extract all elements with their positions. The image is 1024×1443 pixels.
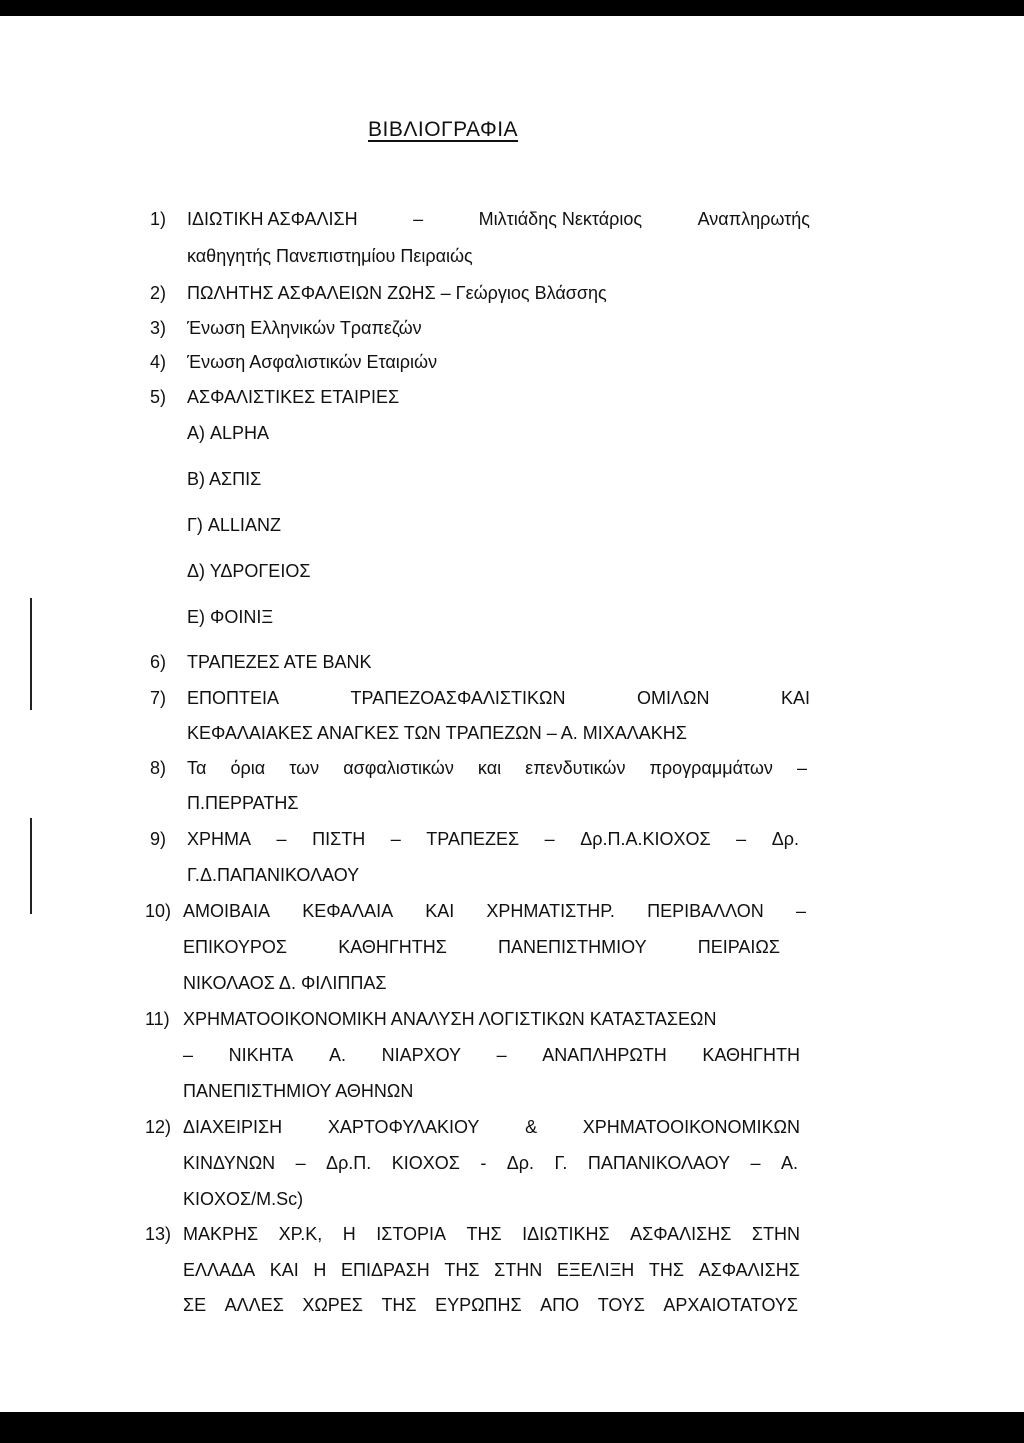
item-word: ΑΠΟ: [540, 1295, 580, 1315]
item-line: [183, 1152, 798, 1174]
item-number: 12): [145, 1117, 172, 1137]
bibliography-item-1: [187, 208, 810, 230]
bibliography-item-4: Ένωση Ασφαλιστικών Εταιριών: [187, 352, 438, 372]
item-word: ΣΕ: [183, 1295, 207, 1315]
item-word: και: [477, 758, 502, 778]
sub-item: Δ) ΥΔΡΟΓΕΙΟΣ: [187, 561, 311, 581]
bibliography-item-10: [183, 900, 806, 922]
item-number: 9): [150, 829, 167, 849]
item-word: ΧΑΡΤΟΦΥΛΑΚΙΟΥ: [327, 1117, 480, 1137]
item-word: ΑΡΧΑΙΟΤΑΤΟΥΣ: [663, 1295, 798, 1315]
item-word: ΚΑΙ: [269, 1260, 299, 1280]
item-word: ΚΕΦΑΛΑΙΑ: [302, 901, 394, 921]
item-word: Α.: [780, 1153, 798, 1173]
sub-item: Β) ΑΣΠΙΣ: [187, 469, 262, 489]
item-word: Δρ.: [771, 829, 799, 849]
bibliography-item-11: ΧΡΗΜΑΤΟΟΙΚΟΝΟΜΙΚΗ ΑΝΑΛΥΣΗ ΛΟΓΙΣΤΙΚΩΝ ΚΑΤΑΣΤΑΣΕΩΝ: [183, 1009, 717, 1029]
item-word: Η: [342, 1224, 356, 1244]
item-text: καθηγητής Πανεπιστημίου Πειραιώς: [187, 246, 473, 266]
item-word: ΤΡΑΠΕΖΕΣ: [426, 829, 520, 849]
item-word: -: [480, 1153, 487, 1173]
item-word: ΕΛΛΑΔΑ: [183, 1260, 256, 1280]
sub-item: Γ) ALLIANZ: [187, 515, 281, 535]
item-word: Δρ.Π.Α.ΚΙΟΧΟΣ: [580, 829, 711, 849]
item-word: ΣΤΗΝ: [494, 1260, 543, 1280]
item-text: –: [413, 209, 424, 229]
item-word: ΧΡΗΜΑ: [187, 829, 252, 849]
item-number: 1): [150, 209, 167, 229]
item-word: ΣΤΗΝ: [751, 1224, 800, 1244]
item-line: [183, 1044, 800, 1066]
item-word: ΑΣΦΑΛΙΣΗΣ: [698, 1260, 800, 1280]
item-number: 3): [150, 318, 167, 338]
bibliography-item-7: [187, 687, 810, 709]
item-number: 7): [150, 688, 167, 708]
item-number: 5): [150, 387, 167, 407]
item-word: Δρ.: [506, 1153, 535, 1173]
item-word: ΜΑΚΡΗΣ: [183, 1224, 259, 1244]
item-word: ΕΞΕΛΙΞΗ: [556, 1260, 635, 1280]
item-word: Η: [313, 1260, 327, 1280]
item-word: ΧΩΡΕΣ: [302, 1295, 363, 1315]
item-number: 6): [150, 652, 167, 672]
item-word: ΝΙΑΡΧΟΥ: [381, 1045, 462, 1065]
item-number: 2): [150, 283, 167, 303]
item-word: ΙΣΤΟΡΙΑ: [376, 1224, 447, 1244]
item-text: Π.ΠΕΡΡΑΤΗΣ: [187, 793, 299, 813]
item-word: –: [496, 1045, 507, 1065]
item-text: Μιλτιάδης Νεκτάριος: [478, 209, 643, 229]
item-word: ΝΙΚΗΤΑ: [228, 1045, 294, 1065]
item-word: ΤΟΥΣ: [597, 1295, 645, 1315]
item-text: ΙΔΙΩΤΙΚΗ ΑΣΦΑΛΙΣΗ: [187, 209, 358, 229]
item-word: ΠΑΠΑΝΙΚΟΛΑΟΥ: [587, 1153, 731, 1173]
item-word: ΧΡ.Κ,: [278, 1224, 323, 1244]
item-word: επενδυτικών: [525, 758, 626, 778]
item-number: 4): [150, 352, 167, 372]
scan-margin-line: [30, 818, 32, 914]
item-word: ΑΜΟΙΒΑΙΑ: [183, 901, 271, 921]
item-word: ΑΛΛΕΣ: [224, 1295, 284, 1315]
sub-item: Ε) ΦΟΙΝΙΞ: [187, 607, 274, 627]
item-text: ΕΠΟΠΤΕΙΑ: [187, 688, 280, 708]
item-word: ΑΝΑΠΛΗΡΩΤΗ: [542, 1045, 667, 1065]
item-word: –: [750, 1153, 761, 1173]
item-word: Α.: [328, 1045, 346, 1065]
item-line: [183, 1294, 798, 1316]
item-word: ΕΠΙΔΡΑΣΗ: [340, 1260, 430, 1280]
item-word: –: [736, 829, 747, 849]
item-line: [183, 936, 780, 958]
item-text: ΤΡΑΠΕΖΟΑΣΦΑΛΙΣΤΙΚΩΝ: [350, 688, 566, 708]
sub-item: Α) ALPHA: [187, 423, 270, 443]
item-text: ΚΕΦΑΛΑΙΑΚΕΣ ΑΝΑΓΚΕΣ ΤΩΝ ΤΡΑΠΕΖΩΝ – Α. ΜΙΧΑΛΑΚΗΣ: [187, 723, 687, 743]
item-word: ΤΗΣ: [648, 1260, 685, 1280]
item-text: Γ.Δ.ΠΑΠΑΝΙΚΟΛΑΟΥ: [187, 865, 360, 885]
item-number: 13): [145, 1224, 172, 1244]
item-word: Δρ.Π.: [326, 1153, 372, 1173]
item-word: προγραμμάτων: [649, 758, 773, 778]
item-text: Αναπληρωτής: [697, 209, 810, 229]
item-word: ασφαλιστικών: [343, 758, 454, 778]
item-word: ΤΗΣ: [444, 1260, 480, 1280]
page-title: ΒΙΒΛΙΟΓΡΑΦΙΑ: [368, 118, 519, 141]
item-word: ΤΗΣ: [466, 1224, 502, 1244]
item-number: 11): [145, 1009, 170, 1029]
item-number: 10): [145, 901, 172, 921]
bibliography-item-13: [183, 1223, 800, 1245]
scan-top-edge: [0, 0, 1024, 16]
item-word: Γ.: [554, 1153, 568, 1173]
bibliography-item-5: ΑΣΦΑΛΙΣΤΙΚΕΣ ΕΤΑΙΡΙΕΣ: [187, 387, 400, 407]
item-text: ΚΑΙ: [780, 688, 810, 708]
item-text: ΟΜΙΛΩΝ: [636, 688, 710, 708]
item-word: ΠΙΣΤΗ: [312, 829, 366, 849]
item-word: όρια: [230, 758, 266, 778]
item-word: ΕΠΙΚΟΥΡΟΣ: [183, 937, 288, 957]
scan-bottom-edge: [0, 1412, 1024, 1443]
item-word: ΠΑΝΕΠΙΣΤΗΜΙΟΥ: [498, 937, 647, 957]
item-word: ΙΔΙΩΤΙΚΗΣ: [522, 1224, 610, 1244]
item-word: –: [276, 829, 287, 849]
item-word: Τα: [187, 758, 207, 778]
item-word: ΕΥΡΩΠΗΣ: [435, 1295, 522, 1315]
bibliography-item-2: ΠΩΛΗΤΗΣ ΑΣΦΑΛΕΙΩΝ ΖΩΗΣ – Γεώργιος Βλάσσης: [187, 283, 607, 303]
item-word: ΧΡΗΜΑΤΙΣΤΗΡ.: [486, 901, 615, 921]
item-word: ΚΙΟΧΟΣ: [391, 1153, 460, 1173]
item-word: –: [183, 1045, 194, 1065]
item-word: των: [289, 758, 320, 778]
item-word: ΧΡΗΜΑΤΟΟΙΚΟΝΟΜΙΚΩΝ: [582, 1117, 800, 1137]
item-number: 8): [150, 758, 167, 778]
bibliography-item-12: [183, 1116, 800, 1138]
item-word: –: [796, 758, 807, 778]
item-word: ΚΑΘΗΓΗΤΗΣ: [338, 937, 447, 957]
item-word: ΑΣΦΑΛΙΣΗΣ: [630, 1224, 732, 1244]
item-word: –: [544, 829, 555, 849]
item-word: –: [795, 901, 806, 921]
item-word: ΚΑΘΗΓΗΤΗ: [702, 1045, 800, 1065]
item-word: –: [390, 829, 401, 849]
bibliography-item-9: [187, 828, 799, 850]
item-line: [183, 1259, 800, 1281]
bibliography-item-6: ΤΡΑΠΕΖΕΣ ΑΤΕ BANK: [187, 652, 372, 672]
item-word: ΠΕΙΡΑΙΩΣ: [697, 937, 780, 957]
item-word: –: [295, 1153, 306, 1173]
item-word: ΔΙΑΧΕΙΡΙΣΗ: [183, 1117, 283, 1137]
item-word: ΤΗΣ: [381, 1295, 417, 1315]
item-word: &: [525, 1117, 538, 1137]
item-word: ΚΙΝΔΥΝΩΝ: [183, 1153, 276, 1173]
item-text: ΠΑΝΕΠΙΣΤΗΜΙΟΥ ΑΘΗΝΩΝ: [183, 1081, 414, 1101]
item-word: ΠΕΡΙΒΑΛΛΟΝ: [647, 901, 764, 921]
item-text: ΚΙΟΧΟΣ/Μ.Sc): [183, 1189, 304, 1209]
bibliography-item-8: [187, 757, 807, 779]
bibliography-item-3: Ένωση Ελληνικών Τραπεζών: [187, 318, 422, 338]
item-word: ΚΑΙ: [425, 901, 455, 921]
item-text: ΝΙΚΟΛΑΟΣ Δ. ΦΙΛΙΠΠΑΣ: [183, 973, 387, 993]
scan-margin-line: [30, 598, 32, 710]
